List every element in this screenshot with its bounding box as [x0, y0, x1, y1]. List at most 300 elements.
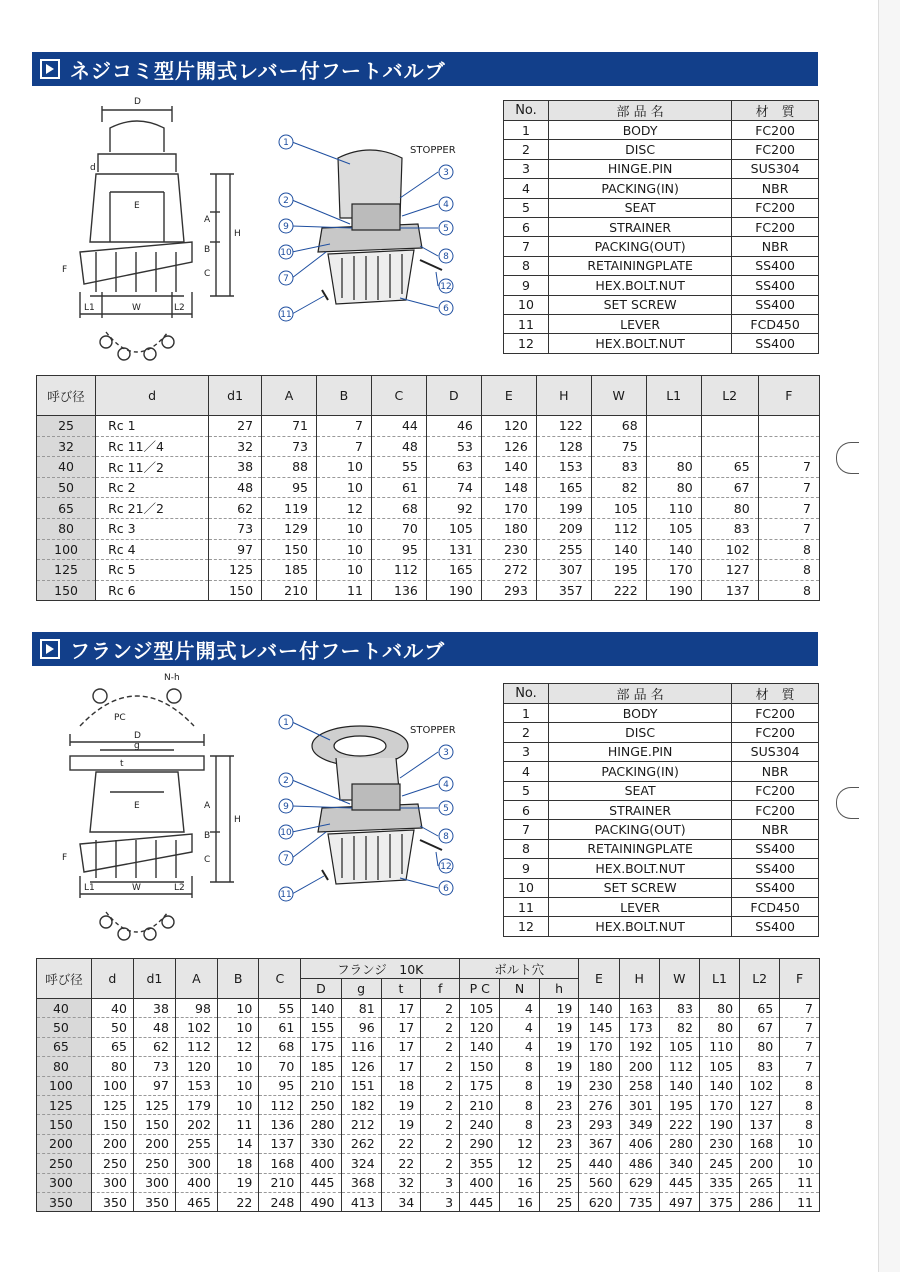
dims-cell: 83 — [591, 457, 646, 478]
part-material: SS400 — [732, 917, 819, 936]
dims-cell: 127 — [740, 1095, 780, 1114]
dims-cell: 151 — [341, 1076, 381, 1095]
part-material: SS400 — [732, 878, 819, 897]
part-no: 1 — [504, 704, 549, 723]
part-material: NBR — [732, 179, 819, 198]
dims-cell: 3 — [421, 1173, 460, 1192]
dims-cell: 48 — [133, 1018, 175, 1037]
part-no: 4 — [504, 179, 549, 198]
table-row — [37, 457, 820, 478]
dims-cell: 68 — [371, 498, 426, 519]
dims-cell: 245 — [699, 1154, 739, 1173]
dims-cell: 73 — [262, 436, 317, 457]
dims-cell: 290 — [460, 1134, 500, 1153]
parts-row — [504, 179, 819, 198]
dims-cell: 155 — [301, 1018, 341, 1037]
table-row — [37, 1095, 820, 1114]
part-no: 12 — [504, 917, 549, 936]
table-row — [37, 518, 820, 539]
dims-cell: 102 — [701, 539, 758, 560]
callout-2: 2 — [283, 776, 289, 786]
label-L2: L2 — [174, 303, 185, 313]
dims-cell: 357 — [536, 580, 591, 601]
dims-cell: Rc 11／4 — [96, 436, 209, 457]
dims-cell: 140 — [699, 1076, 739, 1095]
dims-cell: 8 — [780, 1095, 820, 1114]
dims-cell: 23 — [539, 1134, 579, 1153]
dims-subheader-cell: t — [381, 979, 421, 999]
callout-2: 2 — [283, 196, 289, 206]
parts-header-no: No. — [504, 684, 549, 704]
dims-cell: 105 — [646, 518, 701, 539]
part-name: HEX.BOLT.NUT — [549, 334, 732, 353]
dims-cell: 18 — [217, 1154, 258, 1173]
label-D: D — [134, 97, 141, 107]
dims-header-cell: L1 — [646, 376, 701, 416]
dims-cell: 735 — [619, 1192, 659, 1211]
dims-cell: 126 — [481, 436, 536, 457]
dims-cell: 350 — [91, 1192, 133, 1211]
dims-cell: Rc 1 — [96, 416, 209, 437]
parts-table-threaded — [503, 100, 819, 354]
label-H: H — [234, 229, 241, 239]
dims-cell: 490 — [301, 1192, 341, 1211]
dims-cell: 61 — [259, 1018, 301, 1037]
callout-11: 11 — [280, 310, 292, 320]
dims-cell: 27 — [209, 416, 262, 437]
dims-cell: 200 — [91, 1134, 133, 1153]
dims-cell: 190 — [699, 1115, 739, 1134]
dims-cell: 340 — [659, 1154, 699, 1173]
label-PC: PC — [114, 713, 126, 723]
dims-cell: 71 — [262, 416, 317, 437]
dims-cell: 150 — [262, 539, 317, 560]
dims-cell: 192 — [619, 1037, 659, 1056]
label-E: E — [134, 201, 140, 211]
dims-cell: 355 — [460, 1154, 500, 1173]
part-no: 2 — [504, 723, 549, 742]
dims-cell: 10 — [217, 1057, 258, 1076]
dims-cell: 440 — [579, 1154, 619, 1173]
table-row — [37, 498, 820, 519]
page-edge — [878, 0, 900, 1272]
dims-cell: 10 — [780, 1154, 820, 1173]
part-material: FC200 — [732, 121, 819, 140]
dims-header-cell: W — [591, 376, 646, 416]
callout-11: 11 — [280, 890, 292, 900]
dims-subheader-cell: h — [539, 979, 579, 999]
part-material: FC200 — [732, 723, 819, 742]
callout-3: 3 — [443, 168, 449, 178]
dims-cell: 68 — [591, 416, 646, 437]
part-name: HINGE.PIN — [549, 159, 732, 178]
part-name: DISC — [549, 723, 732, 742]
table-row — [37, 436, 820, 457]
dims-cell: 19 — [381, 1115, 421, 1134]
callout-9: 9 — [283, 222, 289, 232]
part-name: PACKING(OUT) — [549, 820, 732, 839]
part-no: 3 — [504, 159, 549, 178]
dims-cell: 70 — [259, 1057, 301, 1076]
dims-subheader-cell: f — [421, 979, 460, 999]
dims-cell: 8 — [500, 1115, 540, 1134]
dims-cell: 8 — [758, 539, 819, 560]
label-g: g — [134, 741, 140, 751]
part-material: FC200 — [732, 198, 819, 217]
callout-12: 12 — [440, 862, 452, 872]
dims-cell: Rc 5 — [96, 560, 209, 581]
part-no: 4 — [504, 762, 549, 781]
dims-cell: 2 — [421, 1018, 460, 1037]
dims-header-cell: B — [316, 376, 371, 416]
dims-cell: 19 — [539, 1037, 579, 1056]
parts-row — [504, 276, 819, 295]
part-material: NBR — [732, 820, 819, 839]
dims-cell: 286 — [740, 1192, 780, 1211]
label-E: E — [134, 801, 140, 811]
dims-cell: 230 — [579, 1076, 619, 1095]
dims-cell: 125 — [133, 1095, 175, 1114]
dims-cell: 2 — [421, 1095, 460, 1114]
dims-cell: 165 — [536, 477, 591, 498]
parts-row — [504, 256, 819, 275]
dims-cell: 61 — [371, 477, 426, 498]
dims-cell: 81 — [341, 999, 381, 1018]
dims-cell: 120 — [460, 1018, 500, 1037]
dims-cell: 400 — [175, 1173, 217, 1192]
parts-row — [504, 217, 819, 236]
dims-cell: 200 — [133, 1134, 175, 1153]
dims-cell: 80 — [646, 457, 701, 478]
dims-cell: 10 — [316, 518, 371, 539]
dims-cell: 2 — [421, 1154, 460, 1173]
dims-cell: 80 — [740, 1037, 780, 1056]
dims-cell: 335 — [699, 1173, 739, 1192]
dims-cell: 19 — [539, 1076, 579, 1095]
parts-row — [504, 198, 819, 217]
part-material: FCD450 — [732, 897, 819, 916]
dims-cell — [758, 436, 819, 457]
dims-cell: 170 — [646, 560, 701, 581]
dimension-table-threaded — [36, 375, 820, 601]
dims-cell: 46 — [426, 416, 481, 437]
label-L2: L2 — [174, 883, 185, 893]
parts-header-name: 部 品 名 — [549, 101, 732, 121]
dims-cell: 95 — [371, 539, 426, 560]
dims-header-cell: A — [262, 376, 317, 416]
dims-cell: 7 — [758, 457, 819, 478]
dims-cell: 68 — [259, 1037, 301, 1056]
part-no: 8 — [504, 256, 549, 275]
parts-row — [504, 917, 819, 936]
callout-10: 10 — [280, 248, 292, 258]
callout-8: 8 — [443, 252, 449, 262]
parts-row — [504, 159, 819, 178]
part-material: FC200 — [732, 704, 819, 723]
callout-9: 9 — [283, 802, 289, 812]
parts-row — [504, 140, 819, 159]
dims-cell: 70 — [371, 518, 426, 539]
label-Nh: N-h — [164, 673, 180, 683]
part-no: 1 — [504, 121, 549, 140]
dims-cell: 445 — [659, 1173, 699, 1192]
dims-cell: 53 — [426, 436, 481, 457]
stopper-label: STOPPER — [410, 725, 456, 736]
dims-cell: 25 — [539, 1192, 579, 1211]
part-name: LEVER — [549, 897, 732, 916]
nominal-size-cell: 40 — [37, 457, 96, 478]
dims-cell: 10 — [316, 457, 371, 478]
dims-cell: 44 — [371, 416, 426, 437]
dims-cell: 112 — [591, 518, 646, 539]
dims-cell: 293 — [481, 580, 536, 601]
dims-cell: 25 — [539, 1173, 579, 1192]
dims-header-cell: d1 — [133, 959, 175, 999]
dims-cell: 140 — [591, 539, 646, 560]
part-name: PACKING(IN) — [549, 179, 732, 198]
dims-cell: 65 — [740, 999, 780, 1018]
dims-cell: Rc 21／2 — [96, 498, 209, 519]
dims-cell: 80 — [699, 1018, 739, 1037]
dims-cell: 82 — [659, 1018, 699, 1037]
dims-cell: 12 — [500, 1154, 540, 1173]
dims-header-cell: d — [91, 959, 133, 999]
dims-header-cell: C — [259, 959, 301, 999]
parts-row — [504, 314, 819, 333]
part-no: 9 — [504, 276, 549, 295]
dims-cell: 65 — [701, 457, 758, 478]
dims-cell: 465 — [175, 1192, 217, 1211]
dims-header-cell: A — [175, 959, 217, 999]
part-material: NBR — [732, 237, 819, 256]
label-W: W — [132, 883, 141, 893]
dims-header-cell: B — [217, 959, 258, 999]
dims-cell: 300 — [91, 1173, 133, 1192]
part-material: SS400 — [732, 295, 819, 314]
dims-cell: 406 — [619, 1134, 659, 1153]
dims-cell: 97 — [133, 1076, 175, 1095]
dims-cell: 10 — [217, 1076, 258, 1095]
part-no: 2 — [504, 140, 549, 159]
dims-cell: 95 — [259, 1076, 301, 1095]
parts-header-name: 部 品 名 — [549, 684, 732, 704]
parts-header-row — [504, 101, 819, 121]
dims-cell: 212 — [341, 1115, 381, 1134]
dims-cell: 83 — [740, 1057, 780, 1076]
table-row — [37, 1192, 820, 1211]
part-name: BODY — [549, 704, 732, 723]
dims-cell: 82 — [591, 477, 646, 498]
dims-cell: 125 — [209, 560, 262, 581]
part-material: FC200 — [732, 217, 819, 236]
dims-cell: 62 — [133, 1037, 175, 1056]
dims-cell: 62 — [209, 498, 262, 519]
dims-header-cell: L2 — [701, 376, 758, 416]
dims-cell: 179 — [175, 1095, 217, 1114]
dims-cell: 210 — [460, 1095, 500, 1114]
dims-cell: 2 — [421, 1134, 460, 1153]
label-C: C — [204, 269, 211, 279]
dims-cell: 272 — [481, 560, 536, 581]
nominal-size-cell: 25 — [37, 416, 96, 437]
stopper-label: STOPPER — [410, 145, 456, 156]
dims-cell: Rc 3 — [96, 518, 209, 539]
dims-header-cell: L1 — [699, 959, 739, 999]
dims-subheader-cell: g — [341, 979, 381, 999]
parts-table-flanged — [503, 683, 819, 937]
dims-cell: 486 — [619, 1154, 659, 1173]
dims-cell: 209 — [536, 518, 591, 539]
dims-cell: 105 — [659, 1037, 699, 1056]
dims-cell: 55 — [371, 457, 426, 478]
part-name: DISC — [549, 140, 732, 159]
dims-cell: 105 — [426, 518, 481, 539]
dims-cell: 83 — [659, 999, 699, 1018]
part-name: PACKING(OUT) — [549, 237, 732, 256]
dims-cell: 55 — [259, 999, 301, 1018]
dims-cell: 163 — [619, 999, 659, 1018]
dims-cell: 112 — [371, 560, 426, 581]
dims-subheader-cell: N — [500, 979, 540, 999]
dims-cell: 17 — [381, 1018, 421, 1037]
dims-cell: 140 — [659, 1076, 699, 1095]
dims-header-cell: C — [371, 376, 426, 416]
dims-cell: 122 — [536, 416, 591, 437]
dims-cell: 230 — [699, 1134, 739, 1153]
part-no: 10 — [504, 295, 549, 314]
callout-4: 4 — [443, 200, 449, 210]
parts-row — [504, 897, 819, 916]
dims-cell: 168 — [259, 1154, 301, 1173]
callout-10: 10 — [280, 828, 292, 838]
dims-cell: 250 — [91, 1154, 133, 1173]
dims-cell: 140 — [481, 457, 536, 478]
table-row — [37, 416, 820, 437]
dims-cell: 116 — [341, 1037, 381, 1056]
dims-cell: 137 — [259, 1134, 301, 1153]
section-title: ネジコミ型片開式レバー付フートバルブ — [70, 58, 446, 83]
parts-row — [504, 800, 819, 819]
dims-cell: 7 — [758, 477, 819, 498]
dims-cell: 175 — [460, 1076, 500, 1095]
dims-cell: 400 — [460, 1173, 500, 1192]
dims-cell: 50 — [91, 1018, 133, 1037]
dims-cell: 38 — [209, 457, 262, 478]
dims-cell: 73 — [209, 518, 262, 539]
dims-cell: 413 — [341, 1192, 381, 1211]
table-row — [37, 999, 820, 1018]
dims-cell — [701, 416, 758, 437]
label-L1: L1 — [84, 883, 95, 893]
dims-cell: 112 — [659, 1057, 699, 1076]
dims-cell: 80 — [699, 999, 739, 1018]
dims-cell: 170 — [699, 1095, 739, 1114]
dims-header-row — [37, 376, 820, 416]
dims-cell: 222 — [591, 580, 646, 601]
dims-cell: 22 — [381, 1154, 421, 1173]
dims-cell: 16 — [500, 1192, 540, 1211]
dims-cell: 105 — [591, 498, 646, 519]
dims-cell: Rc 11／2 — [96, 457, 209, 478]
dims-cell: 80 — [91, 1057, 133, 1076]
dims-cell: 301 — [619, 1095, 659, 1114]
dims-cell: Rc 4 — [96, 539, 209, 560]
dims-cell: 230 — [481, 539, 536, 560]
dims-cell: 324 — [341, 1154, 381, 1173]
dims-cell: 131 — [426, 539, 481, 560]
dims-cell: 195 — [591, 560, 646, 581]
callout-1: 1 — [283, 138, 289, 148]
dims-cell: 10 — [316, 477, 371, 498]
part-no: 7 — [504, 237, 549, 256]
dims-cell: 330 — [301, 1134, 341, 1153]
parts-row — [504, 295, 819, 314]
dims-cell: 7 — [758, 518, 819, 539]
part-name: HINGE.PIN — [549, 742, 732, 761]
part-name: SET SCREW — [549, 878, 732, 897]
dims-cell: 73 — [133, 1057, 175, 1076]
dims-cell: 23 — [539, 1115, 579, 1134]
dims-cell: 560 — [579, 1173, 619, 1192]
play-marker-icon — [40, 59, 60, 79]
dims-cell: 262 — [341, 1134, 381, 1153]
nominal-size-cell: 350 — [37, 1192, 92, 1211]
dims-cell: 17 — [381, 999, 421, 1018]
dims-cell: 150 — [91, 1115, 133, 1134]
part-material: SUS304 — [732, 159, 819, 178]
dims-cell: 98 — [175, 999, 217, 1018]
dims-header-cell: H — [619, 959, 659, 999]
dims-cell: 250 — [133, 1154, 175, 1173]
dims-cell: 92 — [426, 498, 481, 519]
dims-cell: 280 — [301, 1115, 341, 1134]
threaded-valve-exploded-view — [270, 128, 480, 328]
dims-cell: 8 — [500, 1057, 540, 1076]
dims-cell: 240 — [460, 1115, 500, 1134]
dims-cell: 140 — [460, 1037, 500, 1056]
dims-cell: 7 — [316, 436, 371, 457]
dims-cell: 180 — [481, 518, 536, 539]
dims-cell: 22 — [217, 1192, 258, 1211]
bolt-hole-group-header: ボルト穴 — [460, 959, 579, 979]
nominal-size-cell: 100 — [37, 1076, 92, 1095]
parts-row — [504, 237, 819, 256]
label-H: H — [234, 815, 241, 825]
dims-cell: 150 — [460, 1057, 500, 1076]
label-t: t — [120, 759, 124, 769]
label-F: F — [62, 265, 68, 275]
part-no: 11 — [504, 314, 549, 333]
dims-cell: 202 — [175, 1115, 217, 1134]
dims-cell: 129 — [262, 518, 317, 539]
dims-cell: 12 — [217, 1037, 258, 1056]
dims-cell: 96 — [341, 1018, 381, 1037]
parts-row — [504, 859, 819, 878]
dims-cell: 8 — [500, 1095, 540, 1114]
table-row — [37, 1076, 820, 1095]
part-no: 3 — [504, 742, 549, 761]
dims-cell: 11 — [780, 1173, 820, 1192]
label-F: F — [62, 853, 68, 863]
nominal-size-cell: 250 — [37, 1154, 92, 1173]
dims-cell: 248 — [259, 1192, 301, 1211]
dims-cell: 445 — [301, 1173, 341, 1192]
dims-cell: 80 — [646, 477, 701, 498]
dims-header-cell: W — [659, 959, 699, 999]
flange-group-header: フランジ 10K — [301, 959, 460, 979]
dims-cell: 3 — [421, 1192, 460, 1211]
dims-cell: 22 — [381, 1134, 421, 1153]
